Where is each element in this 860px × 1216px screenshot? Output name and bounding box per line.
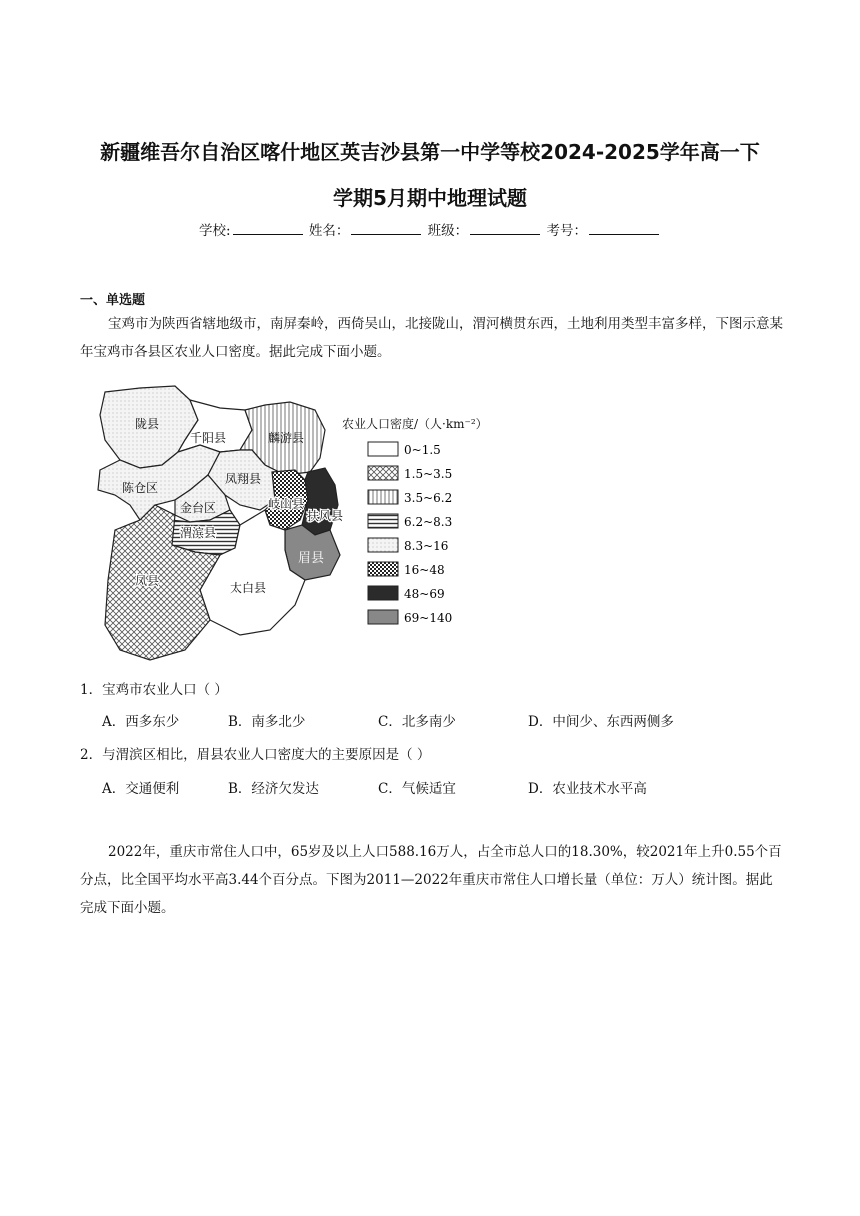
label-fengxian: 凤县 — [135, 574, 160, 588]
legend-label-6: 16~48 — [404, 563, 445, 577]
q1-option-b[interactable]: B．南多北少 — [228, 714, 306, 730]
student-info-line — [0, 219, 860, 239]
legend-swatch-5 — [368, 538, 398, 552]
legend-swatch-3 — [368, 490, 398, 504]
region-fufeng — [302, 468, 338, 535]
exam-no-blank[interactable] — [589, 223, 659, 235]
label-jintai: 金台区 — [180, 501, 217, 515]
legend-swatch-2 — [368, 466, 398, 480]
label-weibin: 渭滨县 — [180, 526, 217, 540]
q2-option-a[interactable]: A．交通便利 — [102, 781, 180, 797]
legend-swatch-8 — [368, 610, 398, 624]
legend-swatch-4 — [368, 514, 398, 528]
q1-stem: 1．宝鸡市农业人口（ ） — [80, 682, 228, 698]
doc-title-line1: 新疆维吾尔自治区喀什地区英吉沙县第一中学等校2024-2025学年高一下 — [100, 140, 760, 164]
label-qianyang: 千阳县 — [190, 431, 227, 445]
label-linyou: 麟游县 — [268, 431, 305, 445]
legend-label-1: 0~1.5 — [404, 443, 441, 457]
q2-option-d[interactable]: D．农业技术水平高 — [528, 781, 647, 797]
legend-label-2: 1.5~3.5 — [404, 467, 453, 481]
name-label: 姓名： — [308, 223, 350, 239]
label-qishan: 岐山县 — [268, 497, 305, 511]
doc-title-line2: 学期5月期中地理试题 — [333, 186, 527, 210]
class-blank[interactable] — [470, 223, 540, 235]
label-chencang: 陈仓区 — [122, 481, 159, 495]
legend-label-3: 3.5~6.2 — [404, 491, 453, 505]
agricultural-density-map — [80, 380, 530, 665]
legend-label-7: 48~69 — [404, 587, 445, 601]
class-label: 班级： — [427, 223, 469, 239]
label-meixian: 眉县 — [298, 551, 325, 566]
label-fengxiang: 凤翔县 — [225, 472, 262, 486]
legend-label-5: 8.3~16 — [404, 539, 449, 553]
legend-title: 农业人口密度/（人·km⁻²） — [342, 417, 488, 431]
section-title: 一、单选题 — [80, 293, 146, 308]
school-label: 学校: — [199, 223, 231, 239]
q1-option-a[interactable]: A．西多东少 — [102, 714, 180, 730]
q2-option-b[interactable]: B．经济欠发达 — [228, 781, 319, 797]
exam-no-label: 考号： — [546, 223, 587, 239]
q2-option-c[interactable]: C．气候适宜 — [378, 781, 456, 797]
label-taibai: 太白县 — [230, 581, 267, 595]
legend-label-8: 69~140 — [404, 611, 453, 625]
q1-option-d[interactable]: D．中间少、东西两侧多 — [528, 714, 674, 730]
chongqing-paragraph: 2022年，重庆市常住人口中，65岁及以上人口588.16万人，占全市总人口的18.30%，较2021年上升0.55个百分点，比全国平均水平高3.44个百分点。下图为2011—2022年重庆市常住人口增长量（单位：万人）统计图。据此完成下面小题。 — [80, 844, 782, 916]
legend-label-4: 6.2~8.3 — [404, 515, 453, 529]
q2-stem: 2．与渭滨区相比，眉县农业人口密度大的主要原因是（ ） — [80, 747, 431, 763]
legend-swatch-7 — [368, 586, 398, 600]
school-blank[interactable] — [233, 223, 303, 235]
legend-swatch-6 — [368, 562, 398, 576]
legend-swatch-1 — [368, 442, 398, 456]
intro-paragraph: 宝鸡市为陕西省辖地级市，南屏秦岭，西倚吴山，北接陇山，渭河横贯东西，土地利用类型丰富多样，下图示意某年宝鸡市各县区农业人口密度。据此完成下面小题。 — [80, 316, 783, 360]
q1-option-c[interactable]: C．北多南少 — [378, 714, 456, 730]
legend — [368, 442, 452, 625]
label-longxian: 陇县 — [135, 417, 160, 431]
label-fufeng: 扶风县 — [307, 509, 344, 523]
name-blank[interactable] — [351, 223, 421, 235]
